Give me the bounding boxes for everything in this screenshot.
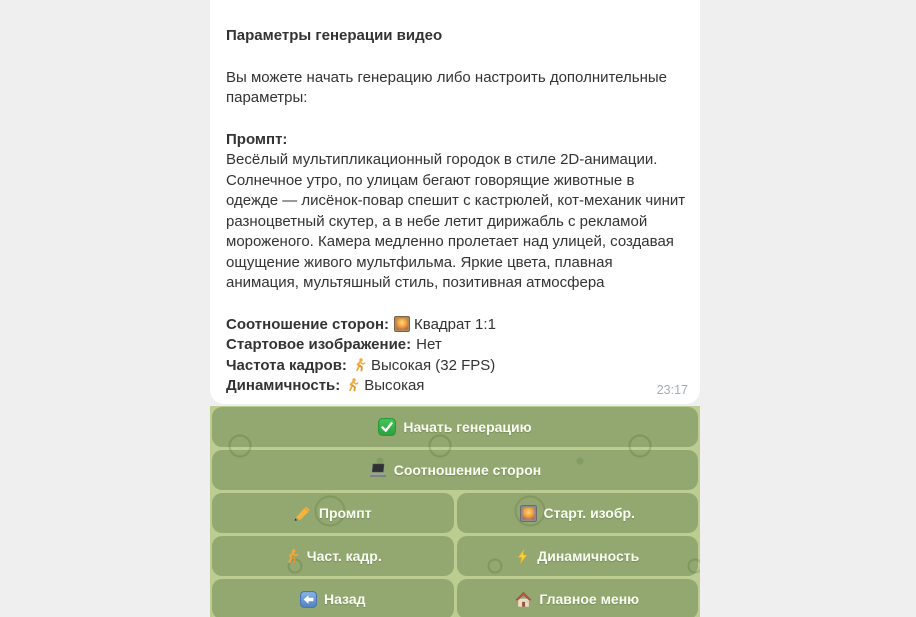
main-menu-button[interactable] bbox=[457, 579, 699, 617]
start-image-button[interactable] bbox=[457, 493, 699, 533]
param-aspect-ratio: Соотношение сторон: Квадрат 1:1 bbox=[226, 315, 496, 333]
keyboard-row bbox=[212, 493, 698, 533]
house-icon bbox=[515, 591, 532, 608]
button-label: Динамичность bbox=[537, 548, 640, 564]
start-generation-button[interactable] bbox=[212, 407, 698, 447]
param-frame-rate: Частота кадров: Высокая (32 FPS) bbox=[226, 356, 496, 374]
frame-rate-button[interactable] bbox=[212, 536, 454, 576]
prompt-label: Промпт: bbox=[226, 130, 288, 148]
prompt-section bbox=[226, 130, 688, 294]
check-icon bbox=[378, 418, 396, 436]
param-value: Высокая bbox=[364, 377, 425, 394]
aspect-ratio-button[interactable] bbox=[212, 450, 698, 490]
inline-keyboard bbox=[210, 406, 700, 617]
param-start-image: Стартовое изображение: Нет bbox=[226, 336, 442, 353]
dynamics-button[interactable] bbox=[457, 536, 699, 576]
runner-icon bbox=[345, 377, 360, 393]
param-value: Квадрат 1:1 bbox=[414, 315, 496, 333]
keyboard-row bbox=[212, 536, 698, 576]
button-label: Промпт bbox=[318, 505, 372, 521]
message-timestamp: 23:17 bbox=[656, 382, 688, 397]
button-label: Начать генерацию bbox=[403, 419, 532, 435]
message-intro: Вы можете начать генерацию либо настроить дополнительные параметры: bbox=[226, 68, 667, 106]
button-label: Соотношение сторон bbox=[393, 462, 542, 478]
laptop-icon bbox=[369, 462, 387, 478]
message-title: Параметры генерации видео bbox=[226, 27, 443, 44]
keyboard-row bbox=[212, 407, 698, 447]
param-value: Высокая (32 FPS) bbox=[370, 356, 496, 374]
back-button[interactable] bbox=[212, 579, 454, 617]
prompt-text: Весёлый мультипликационный городок в стиле 2D-анимации. Солнечное утро, по улицам бегают говорящие животные в одежде — лисёнок-повар спешит с кастрюлей, кот-механик чинит разноцветный скутер, а в небе летит дирижабль с рекламой мороженого. Камера медленно пролетает над улицей, создавая ощущение живого мультфильма. Яркие цвета, плавная анимация, мультяшный стиль, позитивная атмосфера bbox=[226, 151, 686, 291]
keyboard-row bbox=[212, 450, 698, 490]
button-label: Старт. изобр. bbox=[543, 505, 635, 521]
framed-picture-icon bbox=[394, 316, 410, 332]
param-value: Нет bbox=[416, 336, 442, 353]
button-label: Назад bbox=[323, 591, 366, 607]
runner-icon bbox=[284, 548, 300, 565]
keyboard-row bbox=[212, 579, 698, 617]
runner-icon bbox=[352, 357, 367, 373]
button-label: Част. кадр. bbox=[306, 548, 382, 564]
bot-message-bubble bbox=[210, 0, 700, 404]
bolt-icon bbox=[515, 548, 530, 565]
param-dynamics: Динамичность: Высокая bbox=[226, 377, 425, 394]
prompt-button[interactable] bbox=[212, 493, 454, 533]
writing-hand-icon bbox=[294, 505, 312, 521]
framed-picture-icon bbox=[520, 505, 537, 522]
left-arrow-icon bbox=[300, 591, 317, 608]
button-label: Главное меню bbox=[539, 591, 640, 607]
